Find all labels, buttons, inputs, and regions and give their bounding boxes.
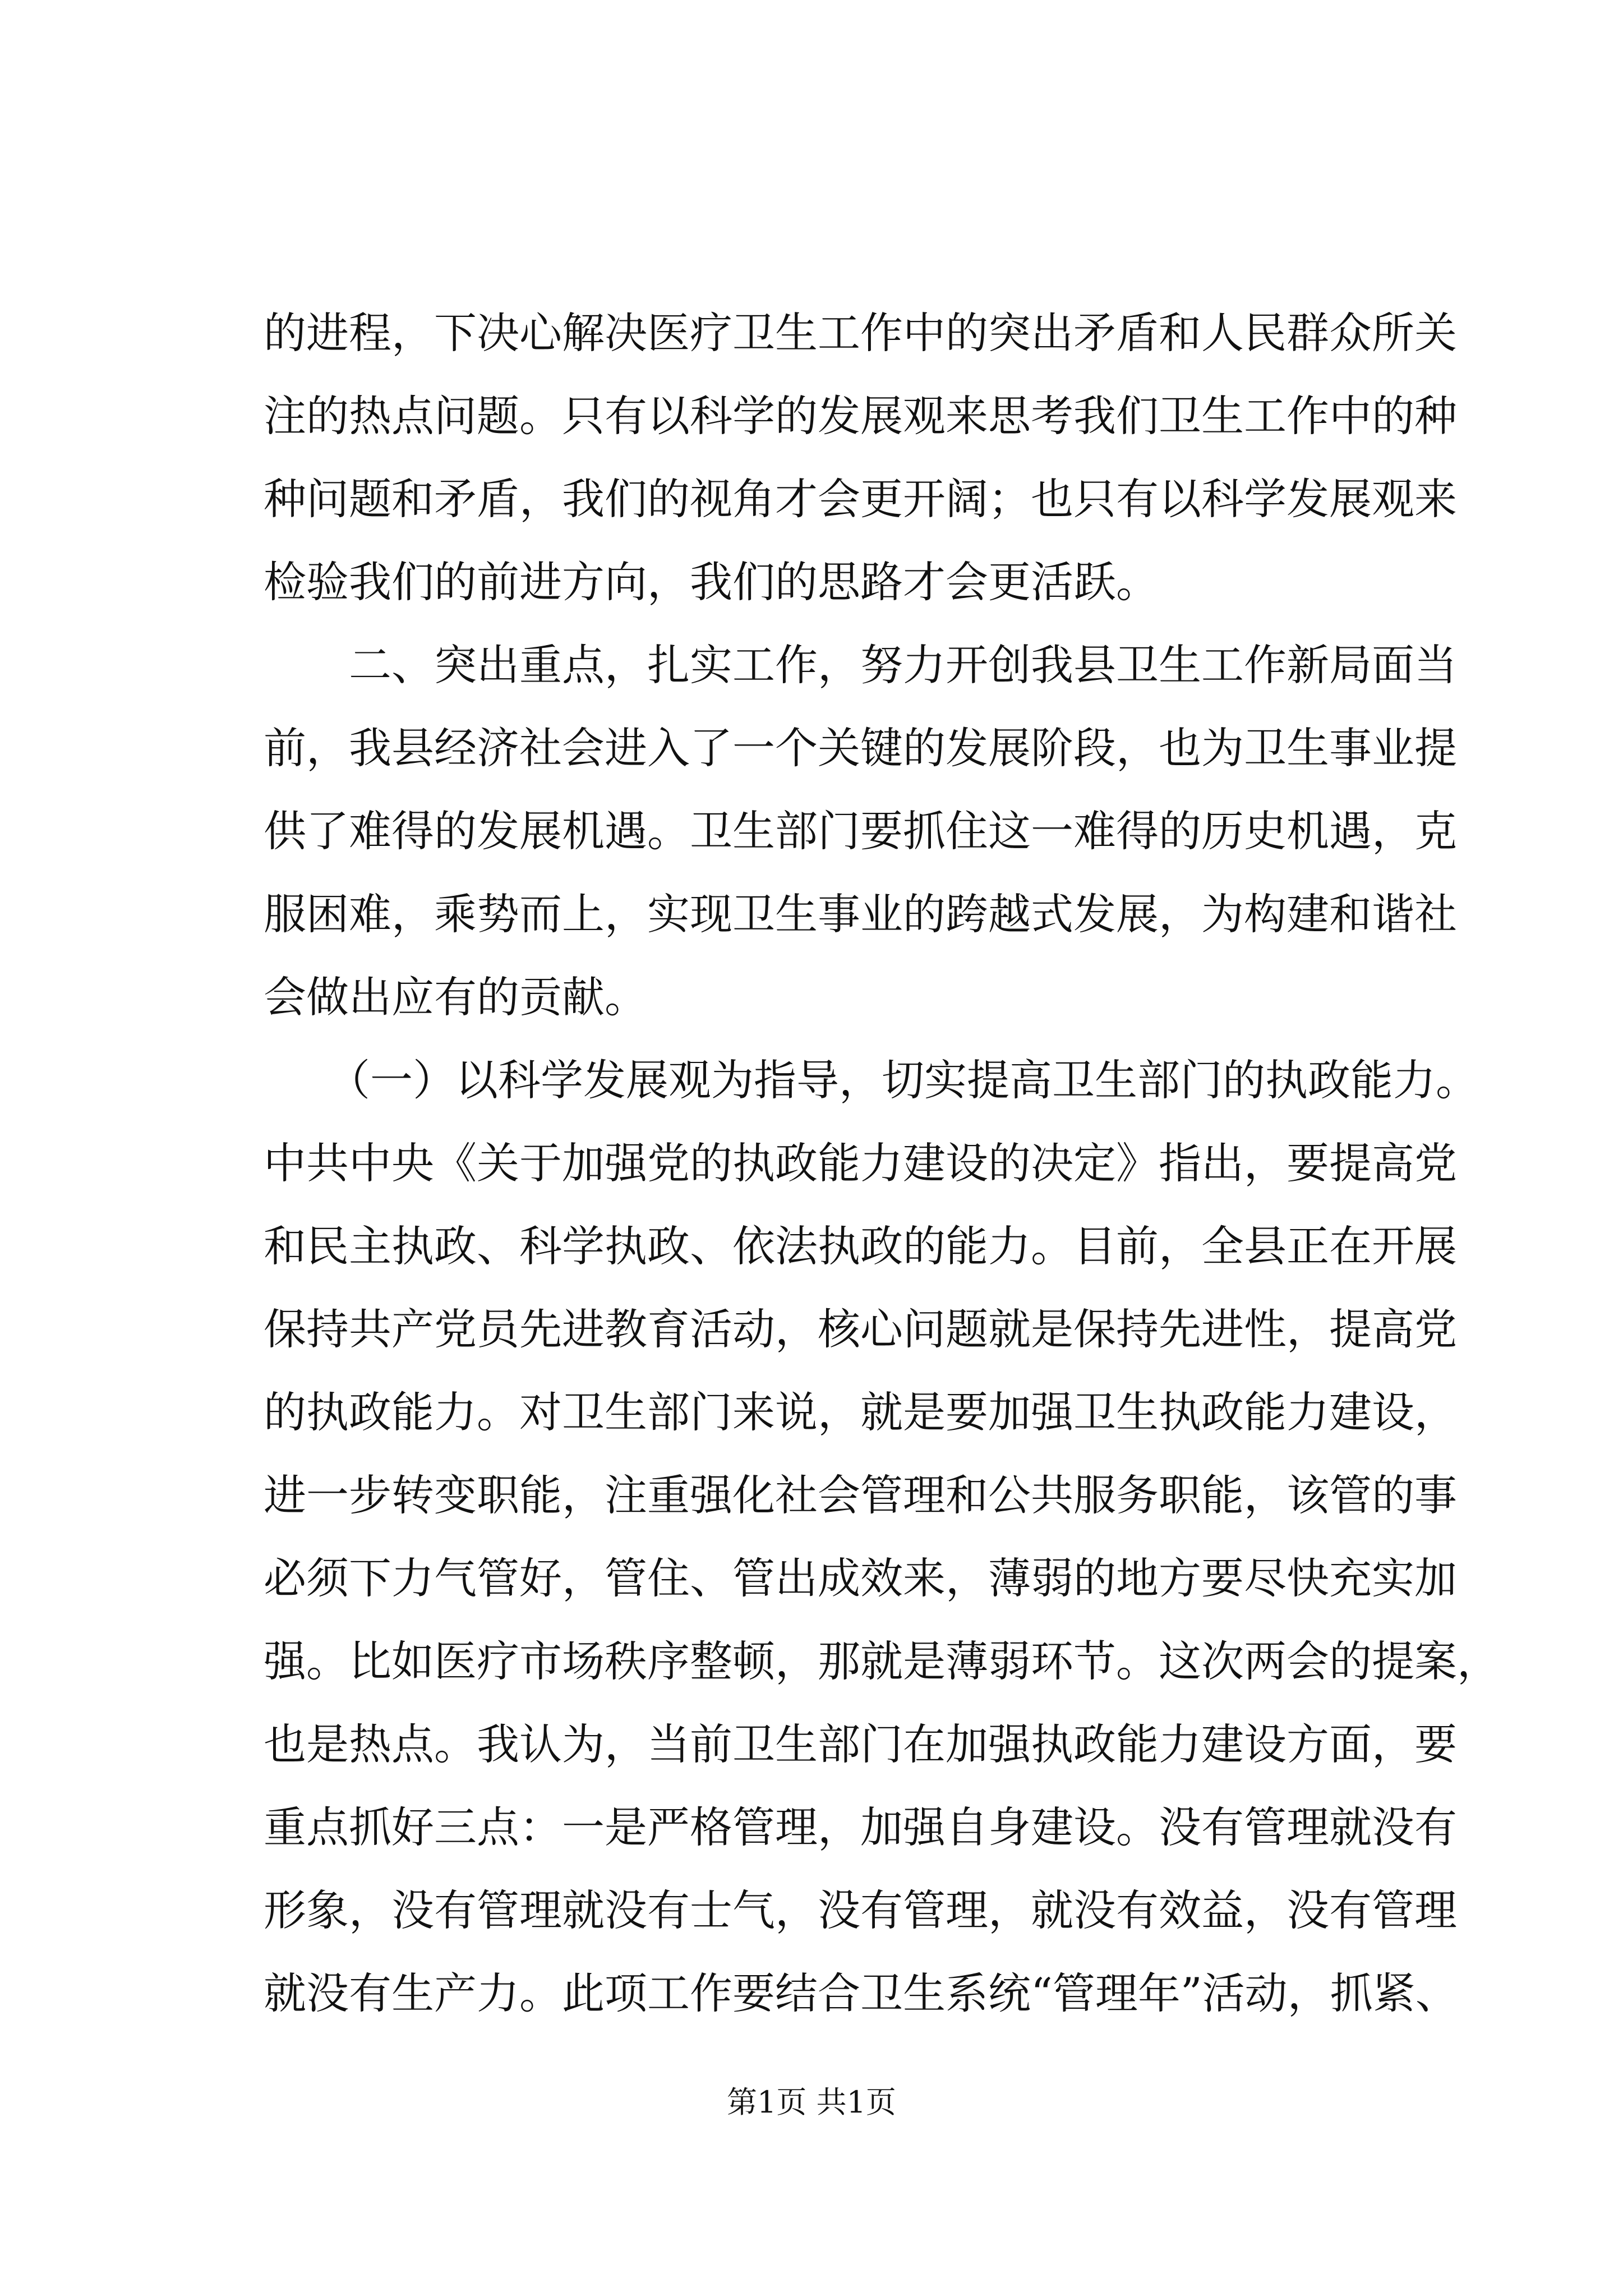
text-line: 重点抓好三点：一是严格管理，加强自身建设。没有管理就没有 xyxy=(264,1802,1457,1852)
text-line: 供了难得的发展机遇。卫生部门要抓住这一难得的历史机遇，克 xyxy=(264,806,1457,856)
text-line: 种问题和矛盾，我们的视角才会更开阔；也只有以科学发展观来 xyxy=(264,474,1457,524)
document-body xyxy=(264,292,1500,2035)
text-line: 的进程，下决心解决医疗卫生工作中的突出矛盾和人民群众所关 xyxy=(264,308,1457,358)
text-line: 强。比如医疗市场秩序整顿，那就是薄弱环节。这次两会的提案， xyxy=(264,1636,1500,1686)
text-line: 的执政能力。对卫生部门来说，就是要加强卫生执政能力建设， xyxy=(264,1387,1457,1437)
text-line: 形象，没有管理就没有士气，没有管理，就没有效益，没有管理 xyxy=(264,1885,1457,1935)
text-line: 前，我县经济社会进入了一个关键的发展阶段，也为卫生事业提 xyxy=(264,723,1457,773)
text-line: 会做出应有的贡献。 xyxy=(264,972,647,1022)
text-line: （一）以科学发展观为指导，切实提高卫生部门的执政能力。 xyxy=(264,1055,1478,1105)
text-line: 必须下力气管好，管住、管出成效来，薄弱的地方要尽快充实加 xyxy=(264,1553,1457,1603)
text-line: 注的热点问题。只有以科学的发展观来思考我们卫生工作中的种 xyxy=(264,391,1457,441)
page-footer: 第1页 共1页 xyxy=(727,2085,896,2120)
text-line: 就没有生产力。此项工作要结合卫生系统“管理年”活动，抓紧、 xyxy=(264,1968,1458,2018)
text-line: 二、突出重点，扎实工作，努力开创我县卫生工作新局面当 xyxy=(264,640,1457,690)
text-line: 中共中央《关于加强党的执政能力建设的决定》指出，要提高党 xyxy=(264,1138,1457,1188)
text-line: 进一步转变职能，注重强化社会管理和公共服务职能，该管的事 xyxy=(264,1470,1457,1520)
text-line: 也是热点。我认为，当前卫生部门在加强执政能力建设方面，要 xyxy=(264,1719,1457,1769)
text-line: 和民主执政、科学执政、依法执政的能力。目前，全县正在开展 xyxy=(264,1221,1457,1271)
text-line: 保持共产党员先进教育活动，核心问题就是保持先进性，提高党 xyxy=(264,1304,1457,1354)
text-line: 检验我们的前进方向，我们的思路才会更活跃。 xyxy=(264,557,1159,607)
text-line: 服困难，乘势而上，实现卫生事业的跨越式发展，为构建和谐社 xyxy=(264,889,1457,939)
